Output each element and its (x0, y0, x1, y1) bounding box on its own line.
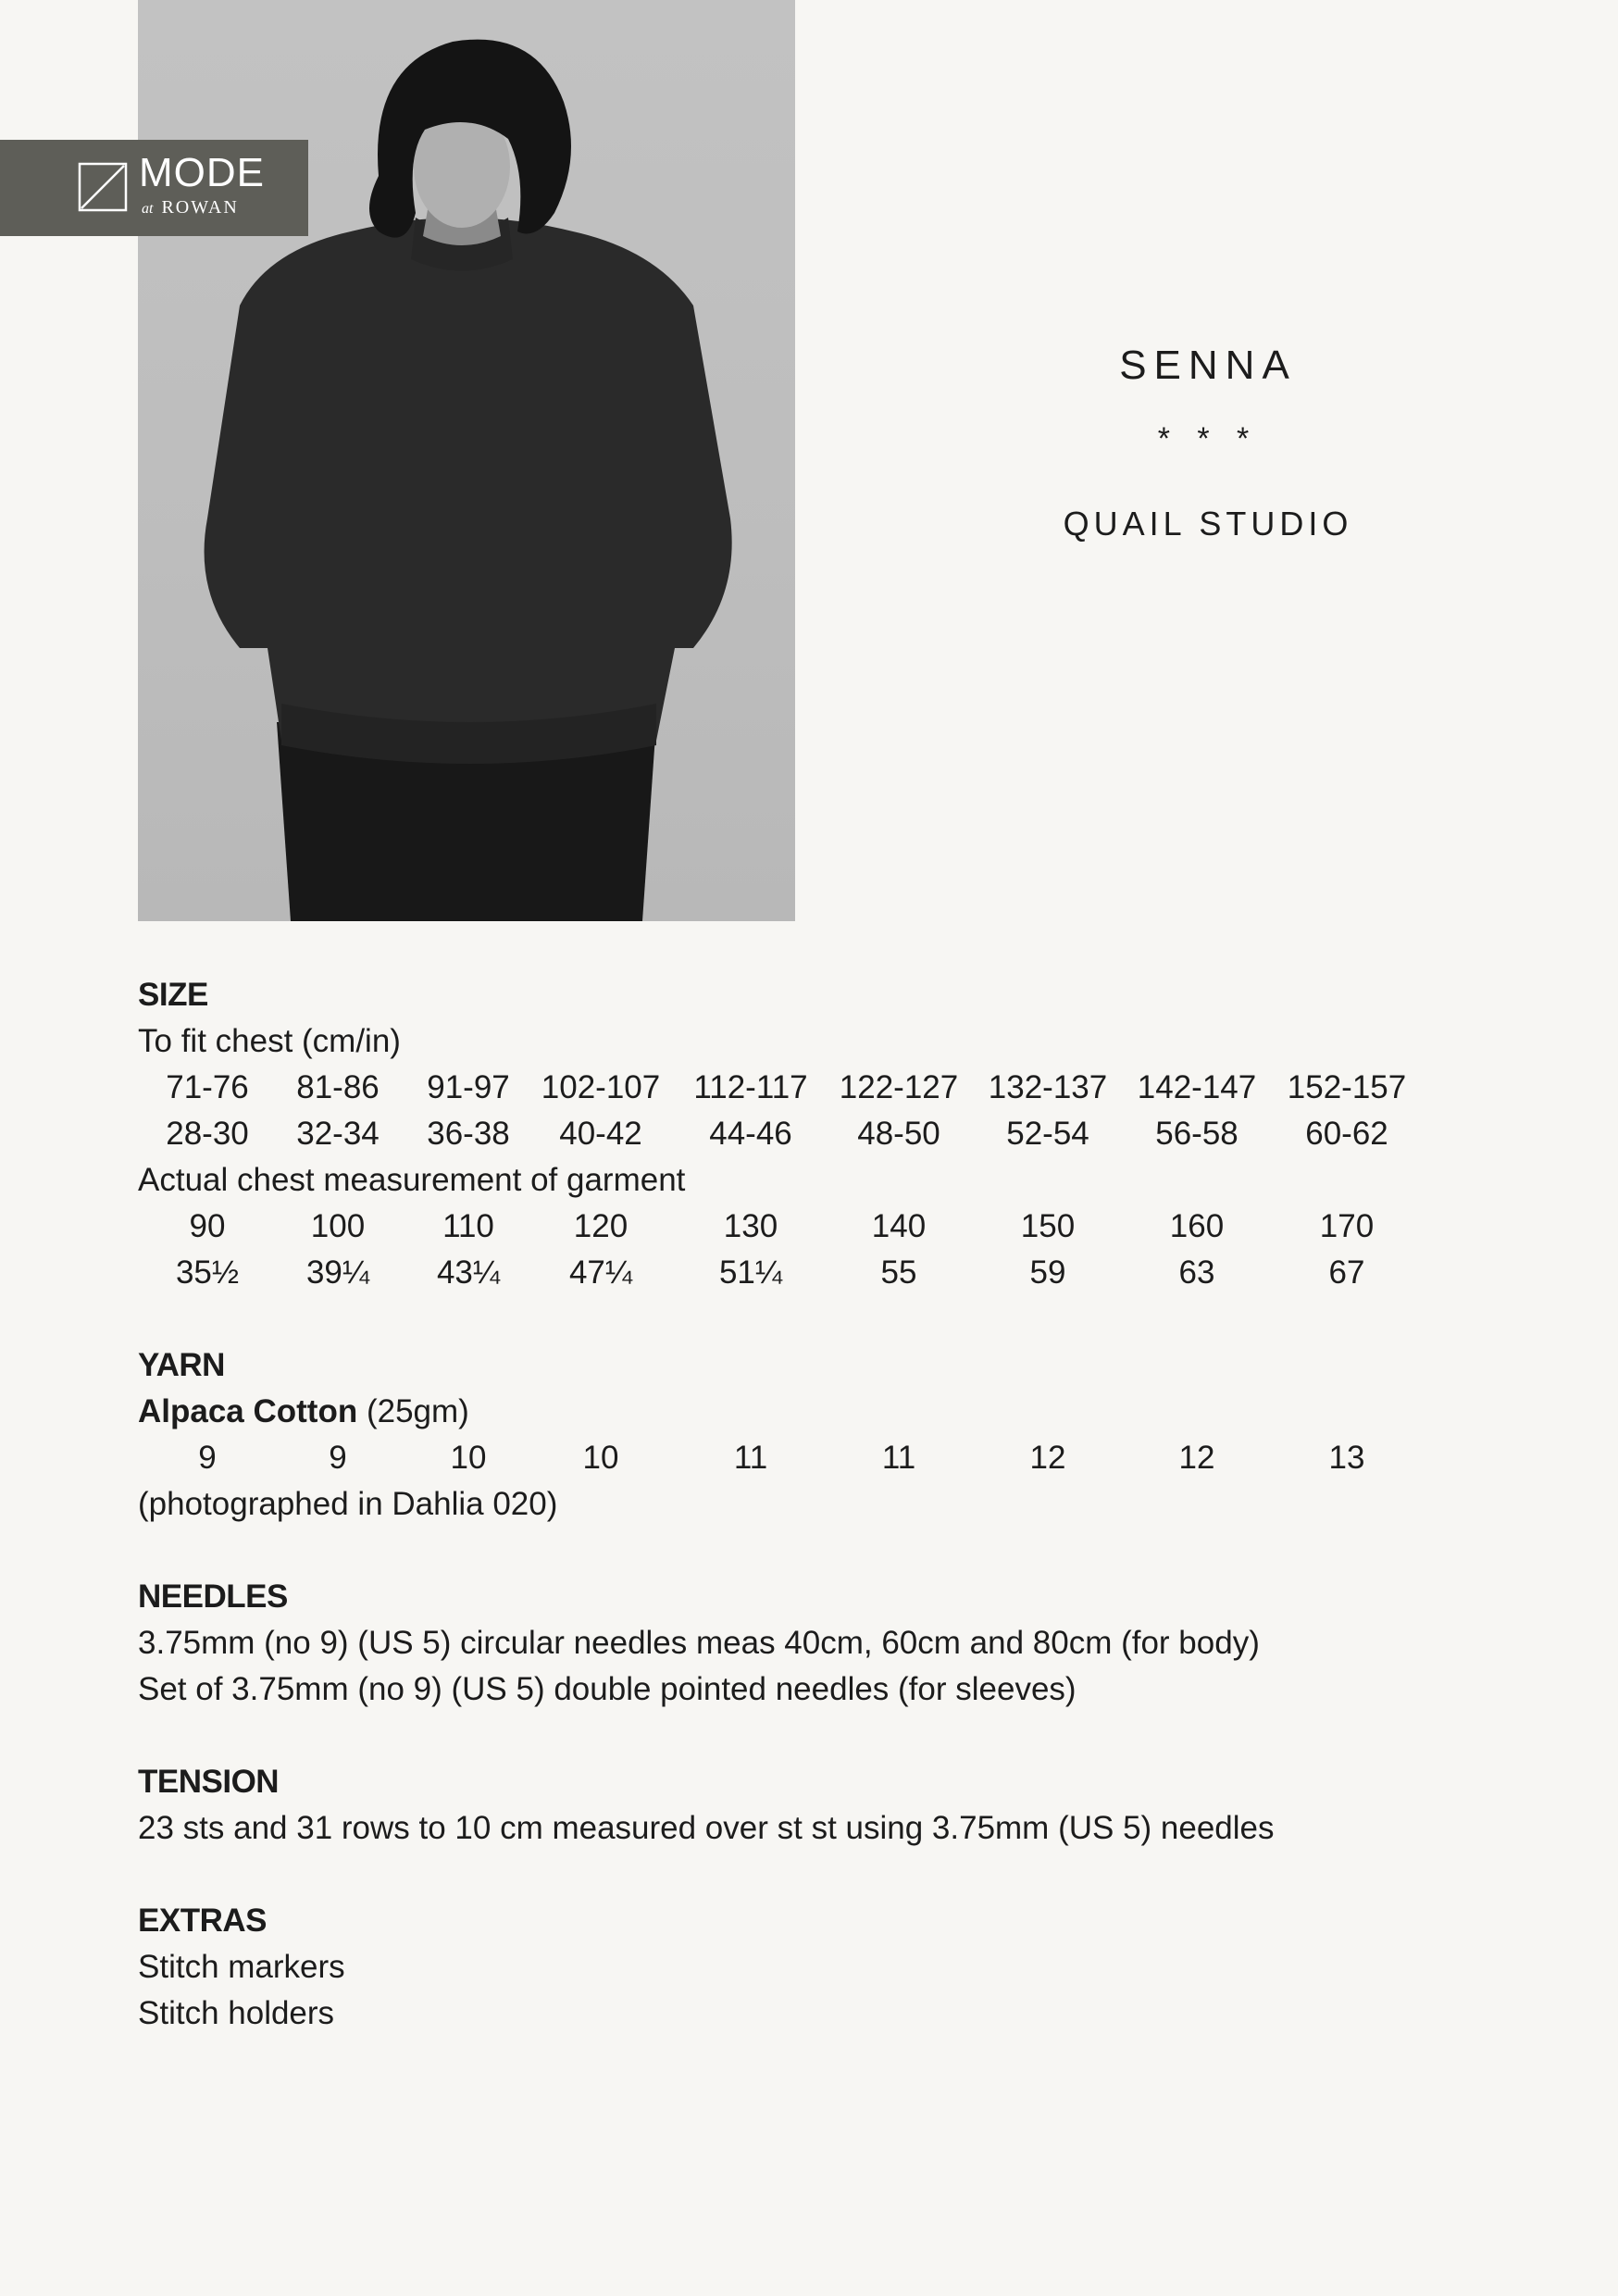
size-cell: 55 (880, 1254, 917, 1291)
size-cell: 52-54 (1006, 1116, 1089, 1152)
size-cell: 10 (582, 1440, 619, 1476)
size-cell: 71-76 (166, 1069, 249, 1105)
actual-cm-row (138, 1204, 1526, 1250)
extras-section (138, 1898, 1526, 2037)
size-cell: 28-30 (166, 1116, 249, 1152)
needles-heading: NEEDLES (138, 1578, 288, 1615)
size-cell: 39¼ (305, 1254, 370, 1291)
size-cell: 122-127 (839, 1069, 959, 1105)
fit-chest-label: To fit chest (cm/in) (138, 1023, 401, 1059)
extras-item: Stitch markers (138, 1949, 345, 1985)
designer-name: QUAIL STUDIO (1063, 505, 1353, 543)
fit-in-row (138, 1111, 1526, 1157)
tension-text: 23 sts and 31 rows to 10 cm measured over st st using 3.75mm (US 5) needles (138, 1810, 1275, 1846)
size-cell: 48-50 (857, 1116, 940, 1152)
size-cell: 102-107 (541, 1069, 661, 1105)
size-cell: 9 (329, 1440, 347, 1476)
yarn-section (138, 1342, 1526, 1528)
size-cell: 12 (1029, 1440, 1066, 1476)
extras-item: Stitch holders (138, 1995, 335, 2031)
size-cell: 142-147 (1137, 1069, 1257, 1105)
size-cell: 110 (442, 1208, 494, 1244)
title-separator: * * * (1157, 421, 1259, 456)
size-cell: 170 (1319, 1208, 1375, 1244)
model-photo (138, 0, 795, 921)
size-cell: 160 (1169, 1208, 1225, 1244)
size-cell: 47¼ (568, 1254, 633, 1291)
needles-line: 3.75mm (no 9) (US 5) circular needles meas 40cm, 60cm and 80cm (for body) (138, 1625, 1260, 1661)
size-section (138, 972, 1526, 1296)
pattern-details (138, 972, 1526, 2037)
size-cell: 81-86 (296, 1069, 380, 1105)
size-cell: 91-97 (427, 1069, 510, 1105)
logo-brand: MODE (139, 150, 265, 195)
size-cell: 44-46 (709, 1116, 792, 1152)
size-cell: 11 (733, 1440, 768, 1476)
size-cell: 90 (189, 1208, 226, 1244)
size-cell: 112-117 (693, 1069, 808, 1105)
size-cell: 59 (1029, 1254, 1066, 1291)
fit-cm-row (138, 1065, 1526, 1111)
size-cell: 51¼ (718, 1254, 783, 1291)
size-cell: 43¼ (436, 1254, 501, 1291)
size-cell: 13 (1328, 1440, 1365, 1476)
yarn-weight: (25gm) (357, 1393, 469, 1429)
size-cell: 140 (871, 1208, 927, 1244)
logo-sub-at: at (142, 201, 154, 217)
extras-heading: EXTRAS (138, 1903, 267, 1939)
size-cell: 63 (1178, 1254, 1215, 1291)
size-cell: 67 (1328, 1254, 1365, 1291)
yarn-line (138, 1389, 1526, 1435)
needles-section (138, 1574, 1526, 1713)
logo-mark-icon (78, 162, 128, 212)
logo-sub (142, 197, 239, 218)
size-cell: 11 (881, 1440, 916, 1476)
size-cell: 40-42 (559, 1116, 642, 1152)
tension-section (138, 1759, 1526, 1852)
size-cell: 120 (573, 1208, 629, 1244)
tension-heading: TENSION (138, 1764, 280, 1800)
yarn-quantity-row (138, 1435, 1526, 1481)
mode-at-rowan-logo (0, 140, 308, 236)
size-cell: 150 (1020, 1208, 1076, 1244)
yarn-note: (photographed in Dahlia 020) (138, 1486, 558, 1522)
size-cell: 12 (1178, 1440, 1215, 1476)
actual-in-row (138, 1250, 1526, 1296)
size-cell: 35½ (175, 1254, 240, 1291)
logo-sub-text: ROWAN (161, 197, 239, 218)
actual-chest-label: Actual chest measurement of garment (138, 1162, 686, 1198)
size-cell: 36-38 (427, 1116, 510, 1152)
size-cell: 60-62 (1305, 1116, 1388, 1152)
size-cell: 152-157 (1287, 1069, 1407, 1105)
size-cell: 100 (310, 1208, 366, 1244)
pattern-name: SENNA (1119, 343, 1297, 388)
size-cell: 130 (723, 1208, 778, 1244)
model-illustration (138, 0, 795, 921)
size-cell: 132-137 (988, 1069, 1108, 1105)
size-cell: 56-58 (1155, 1116, 1238, 1152)
size-cell: 10 (450, 1440, 487, 1476)
size-cell: 32-34 (296, 1116, 380, 1152)
yarn-name: Alpaca Cotton (138, 1393, 358, 1429)
size-cell: 9 (198, 1440, 217, 1476)
needles-line: Set of 3.75mm (no 9) (US 5) double pointed needles (for sleeves) (138, 1671, 1077, 1707)
yarn-heading: YARN (138, 1347, 225, 1383)
size-heading: SIZE (138, 977, 208, 1013)
